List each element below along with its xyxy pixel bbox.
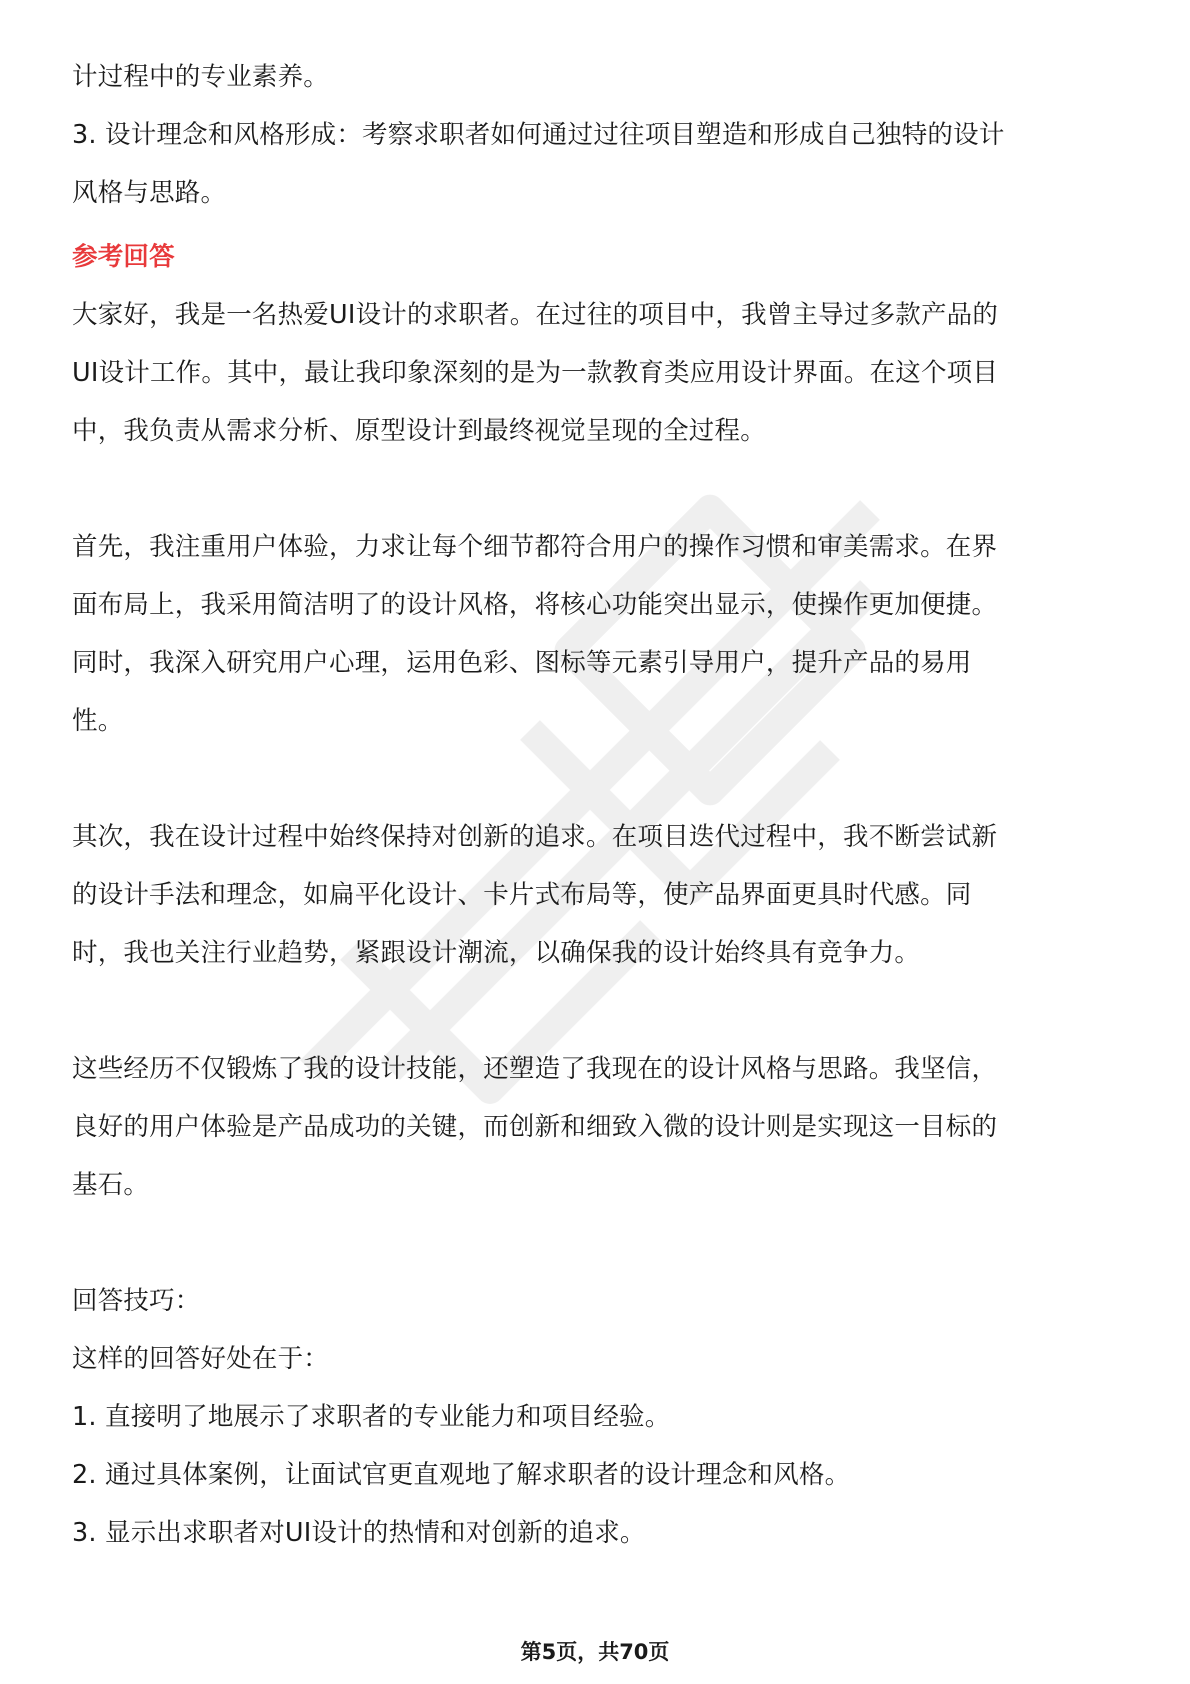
document-body <box>72 48 1122 1562</box>
answer-paragraph-1 <box>72 286 1122 460</box>
paragraph-line: 良好的用户体验是产品成功的关键，而创新和细致入微的设计则是实现这一目标的 <box>72 1112 998 1142</box>
tips-list-item: 2. 通过具体案例，让面试官更直观地了解求职者的设计理念和风格。 <box>72 1460 851 1490</box>
paragraph-line: 大家好，我是一名热爱UI设计的求职者。在过往的项目中，我曾主导过多款产品的 <box>72 300 999 330</box>
paragraph-line: 的设计手法和理念，如扁平化设计、卡片式布局等，使产品界面更具时代感。同 <box>72 880 972 910</box>
page-number: 第5页，共70页 <box>520 1640 670 1664</box>
paragraph-line: 其次，我在设计过程中始终保持对创新的追求。在项目迭代过程中，我不断尝试新 <box>72 822 998 852</box>
tips-list-item: 3. 显示出求职者对UI设计的热情和对创新的追求。 <box>72 1518 646 1548</box>
intro-line-3: 风格与思路。 <box>72 178 227 208</box>
reference-answer-heading: 参考回答 <box>72 242 175 272</box>
tips-list-item: 1. 直接明了地展示了求职者的专业能力和项目经验。 <box>72 1402 671 1432</box>
intro-line-1: 计过程中的专业素养。 <box>72 62 330 92</box>
paragraph-line: 这些经历不仅锻炼了我的设计技能，还塑造了我现在的设计风格与思路。我坚信， <box>72 1054 998 1084</box>
answer-paragraph-3 <box>72 808 1122 982</box>
paragraph-line: 同时，我深入研究用户心理，运用色彩、图标等元素引导用户，提升产品的易用 <box>72 648 972 678</box>
tips-title: 回答技巧： <box>72 1286 201 1316</box>
intro-line-2: 3. 设计理念和风格形成：考察求职者如何通过过往项目塑造和形成自己独特的设计 <box>72 120 1005 150</box>
paragraph-line: UI设计工作。其中，最让我印象深刻的是为一款教育类应用设计界面。在这个项目 <box>72 358 999 388</box>
paragraph-line: 基石。 <box>72 1170 150 1200</box>
answer-paragraph-4 <box>72 1040 1122 1214</box>
answer-paragraph-2 <box>72 518 1122 750</box>
paragraph-line: 首先，我注重用户体验，力求让每个细节都符合用户的操作习惯和审美需求。在界 <box>72 532 998 562</box>
paragraph-line: 中，我负责从需求分析、原型设计到最终视觉呈现的全过程。 <box>72 416 766 446</box>
paragraph-line: 面布局上，我采用简洁明了的设计风格，将核心功能突出显示，使操作更加便捷。 <box>72 590 998 620</box>
tips-list <box>72 1388 1122 1562</box>
paragraph-line: 时，我也关注行业趋势，紧跟设计潮流，以确保我的设计始终具有竞争力。 <box>72 938 921 968</box>
paragraph-line: 性。 <box>72 706 124 736</box>
tips-subtitle: 这样的回答好处在于： <box>72 1344 330 1374</box>
